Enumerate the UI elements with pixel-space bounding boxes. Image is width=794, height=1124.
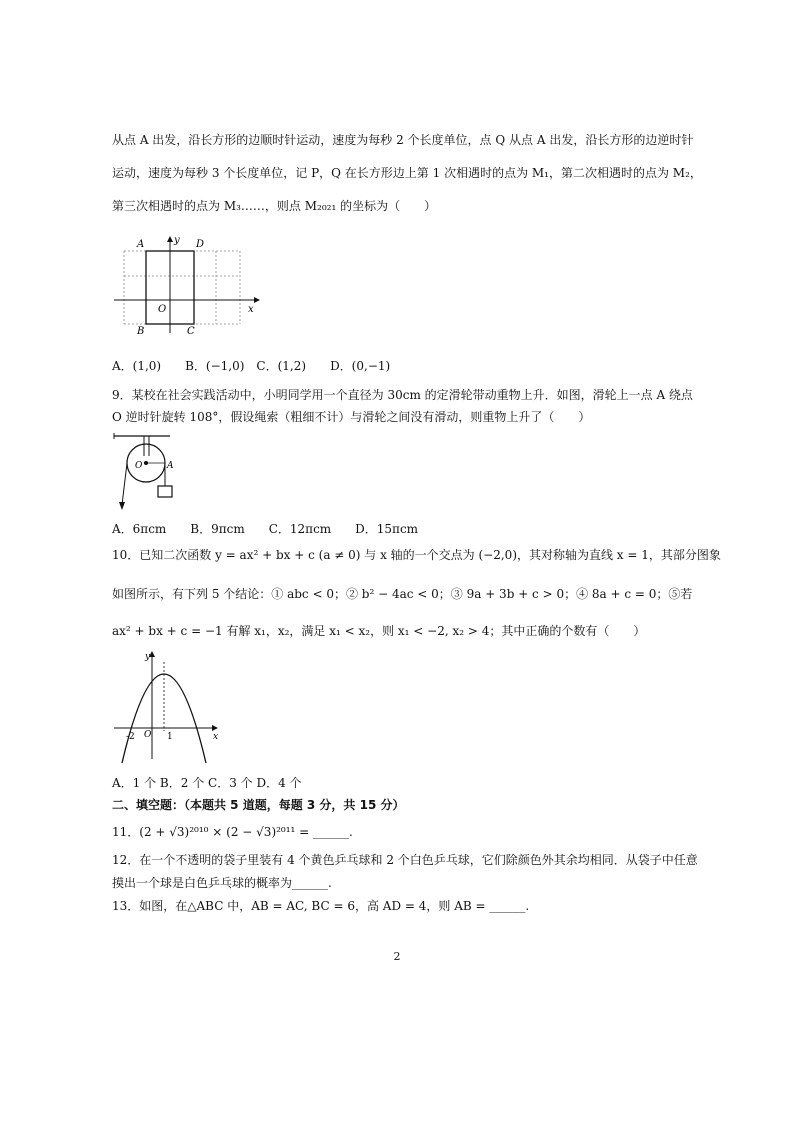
section2-title: 二、填空题：（本题共 5 道题，每题 3 分，共 15 分） <box>112 798 405 812</box>
q13-text: 13．如图，在△ABC 中，AB = AC, BC = 6，高 AD = 4，则 AB = ______. <box>112 899 530 913</box>
q8-label-A: A <box>137 239 145 250</box>
q12-line2: 摸出一个球是白色乒乓球的概率为______. <box>112 876 332 890</box>
q10-line2: 如图所示，有下列 5 个结论：① abc < 0；② b² − 4ac < 0；③ 9a + 3b + c > 0；④ 8a + c = 0；⑤若 <box>112 587 693 601</box>
q10-options: A．1 个 B．2 个 C．3 个 D．4 个 <box>112 776 302 790</box>
q8-rectangle-figure <box>112 233 262 338</box>
q9-pulley-figure <box>112 430 187 512</box>
q10-label-1: 1 <box>167 732 173 742</box>
q9-label-O: O <box>135 461 143 471</box>
page-number: 2 <box>393 950 401 963</box>
q9-label-A: A <box>167 461 174 471</box>
q10-label-minus2: -2 <box>126 732 135 742</box>
q8-label-x: x <box>248 304 254 315</box>
q9-line1: 9．某校在社会实践活动中，小明同学用一个直径为 30cm 的定滑轮带动重物上升．如图，滑轮上一点 A 绕点 <box>112 388 693 402</box>
q10-line1: 10．已知二次函数 y = ax² + bx + c (a ≠ 0) 与 x 轴的一个交点为 (−2,0)，其对称轴为直线 x = 1，其部分图象 <box>112 548 721 562</box>
q8-label-B: B <box>137 326 145 337</box>
q10-label-y: y <box>145 652 151 662</box>
q11-text: 11．(2 + √3)²⁰¹⁰ × (2 − √3)²⁰¹¹ = ______. <box>112 825 353 839</box>
q9-line2: O 逆时针旋转 108°，假设绳索（粗细不计）与滑轮之间没有滑动，则重物上升了（ ） <box>112 410 591 424</box>
q8-label-D: D <box>196 239 205 250</box>
q8-line2: 运动，速度为每秒 3 个长度单位，记 P，Q 在长方形边上第 1 次相遇时的点为 M₁，第二次相遇时的点为 M₂， <box>112 166 702 180</box>
q8-line1: 从点 A 出发，沿长方形的边顺时针运动，速度为每秒 2 个长度单位，点 Q 从点 A 出发，沿长方形的边逆时针 <box>112 133 694 147</box>
q8-options: A．(1,0) B．(−1,0) C．(1,2) D．(0,−1) <box>112 359 391 373</box>
q10-parabola-figure <box>112 647 222 765</box>
q8-label-O: O <box>158 304 167 315</box>
q10-label-O: O <box>144 730 152 740</box>
q9-options: A．6πcm B．9πcm C．12πcm D．15πcm <box>112 522 419 536</box>
q12-line1: 12．在一个不透明的袋子里装有 4 个黄色乒乓球和 2 个白色乒乓球，它们除颜色外其余均相同．从袋子中任意 <box>112 853 698 867</box>
q10-label-x: x <box>213 732 219 742</box>
q10-line3: ax² + bx + c = −1 有解 x₁，x₂，满足 x₁ < x₂，则 x₁ < −2, x₂ > 4；其中正确的个数有（ ） <box>112 624 646 638</box>
q8-label-C: C <box>187 326 195 337</box>
q8-label-y: y <box>174 235 180 246</box>
q8-line3: 第三次相遇时的点为 M₃……，则点 M₂₀₂₁ 的坐标为（ ） <box>112 199 437 213</box>
